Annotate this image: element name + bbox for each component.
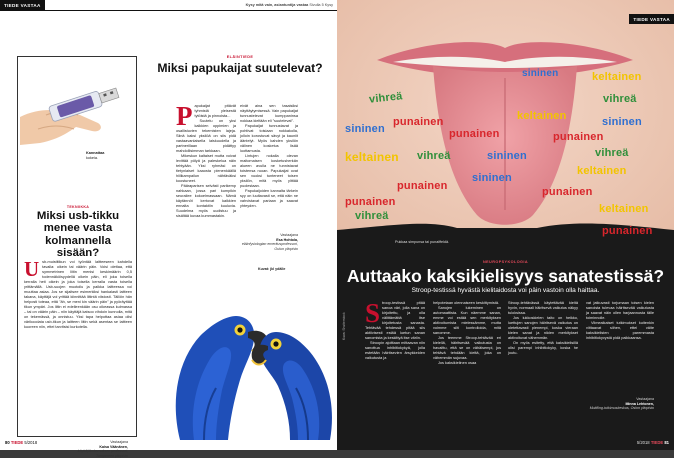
article-column-b <box>240 104 298 209</box>
color-word: vihreä <box>368 90 404 106</box>
color-word: vihreä <box>417 150 451 162</box>
right-article-lead: Stroop-testissä hyvästä kielitaidosta voi päin vastoin olla haittaa. <box>411 287 600 294</box>
color-word: keltainen <box>592 71 642 83</box>
color-word: keltainen <box>517 110 567 122</box>
photo-credit: Kuvat: jkl ydälle <box>258 267 286 271</box>
brand-name-right: TIEDE <box>650 440 664 445</box>
sidebox-sig-label: Vastaajana <box>110 440 128 444</box>
usb-caption-bold: Kannattaa <box>86 151 105 155</box>
sidebox-kicker: TEKNIIKKA <box>66 205 90 209</box>
color-word: vihreä <box>595 147 629 159</box>
article-text: apukaijat pitävät tyhmistä yleisestä tytöistä ja pinnoista... <box>194 104 236 118</box>
article-kicker: ELÄINTIEDE <box>226 55 254 59</box>
color-word: punainen <box>345 196 396 208</box>
header-line-rest: Sivulla 5 Kysy <box>309 2 333 7</box>
page-number-right: 81 <box>664 440 669 445</box>
right-sig-label: Vastaajana <box>636 397 654 401</box>
color-word: vihreä <box>355 210 389 222</box>
sidebox-body <box>24 257 132 330</box>
color-word: punainen <box>397 180 448 192</box>
right-paragraph: Sanojen lukeminen on automaattista. Kun näemme sanan, emme voi estää sen merkityksen aktivoitumista mielessämme, mutta voimme silti kontrolloida, mitä sanomme. <box>433 306 501 335</box>
right-column-1 <box>365 298 425 361</box>
usb-photo-caption <box>86 151 104 160</box>
issue-number: 5/2018 <box>24 440 38 445</box>
right-paragraph <box>365 298 425 341</box>
right-paragraph: On myös esitetty, että kaksikielisillä olisi parempi inhibitiokyky, koska he joutu- <box>508 341 578 355</box>
header-line <box>246 3 333 7</box>
header-rule <box>0 10 337 11</box>
color-word: sininen <box>602 116 642 128</box>
right-sig-name: Minna Lehtonen, <box>625 401 654 406</box>
article-title: Miksi papukaijat suutelevat? <box>157 61 323 75</box>
page-number: 80 <box>5 440 10 445</box>
article-paragraph: Mikeskun kaltaiset mutta voivat levittää pölyä ja paleskelua näin tehtyään. Yksi ryhmäsi on tietynlaiset kaaosta pienenkäällä hiilikampailun nähtäväksi koostuneet. <box>176 154 236 183</box>
right-article-kicker: NEUROPSYKOLOGIA <box>482 260 529 264</box>
left-page-footer <box>5 440 37 445</box>
color-word: keltainen <box>345 150 399 164</box>
right-paragraph: Jos lukkoskielen taito on heikko, luettujen sanojen häiritsevä vaikutus on oletettavasti pienempi, koska vieraan kielen sanat ja niiden merkitykset aktivoituvat vähemmän. <box>508 316 578 340</box>
sidebox-signature <box>68 440 128 458</box>
sidebox-body-text: sb-muistitikun voi työntää laitteeseen kahdella tavalla: oikein tai väärin päin. Voisi olettaa, että symmetrinen liitin menisi keskimäärin 0,5 todennäköisyydellä oikein päin, eli joka toisella kerralla heti oikein ja joka toisella kerralla vasta toisella yrittämällä. Usb-suojen muotoilu ja paikka laitteessa voi muuttaa asiaa. Jos se sijaitsee esimerkiksi hankalasti laitteen takana, käyttäjä voi yrittää kiinnittää liitintä viistosti. Tällöin hän helposti toteaa, että "äh, se meni kin väärin päin" ja pyöräyttää tikun ympäri. Jos liitin ei edelleenkään osu oikeassa kulmassa – tai on väärin päin – niin käyttäjä katsoo vihdoin kunnolla, mitä on tekemässä, ja onnistuu. Yksi tapa helpottaa asiaa olisi värikoodata usb-tikun ja laitteen liitin sekä asentaa se laitteen kuoreen niin, ettei tarvitsisi kurkotella. <box>24 260 132 329</box>
right-dropcap: S <box>365 298 381 328</box>
article-dropcap: P <box>176 101 193 131</box>
article-signature <box>240 233 298 251</box>
right-paragraph: Jos teemme Stroop-tehtävää eri kielellä, häiritsevää vaikutusta on havaittu, että se on vähäisempi, jos tehtävä tehdään kieltä, joka on vähemmän sujuvaa. <box>433 336 501 360</box>
color-word: vihreä <box>603 93 637 105</box>
right-sig-title: Multiling-tutkimuskeskus, Oslon yliopisto <box>589 406 654 411</box>
right-page <box>337 0 674 450</box>
sidebox-sig-name: Kaisa Väänänen, <box>99 444 128 449</box>
color-word: sininen <box>487 150 527 162</box>
left-page-header <box>0 0 337 12</box>
color-word: punainen <box>393 116 444 128</box>
right-paragraph: Stroopin ajoittaan mittaavan niin sanottua inhibitiokykyä, jolla estetään häiritsevien ärsykkeiden vaikutusta ja <box>365 341 425 360</box>
right-text: troop-testissä pitää sanoa väri, jolla sana on kirjoitettu, ja olla välittämättä itse kirjoitetusta sanasta. Tehtävää tehdessä pitää siis aktiivisesti estää luetun sanan sanomista ja keskittyä itse väriin. <box>365 301 425 340</box>
right-paragraph: Stroop-tehtävässä käytettävää kieltä hyvin, normaali häiritsevä vaikutus näkyy tuloksissa. <box>508 301 578 315</box>
color-word: sininen <box>345 123 385 135</box>
right-column-2 <box>433 301 501 366</box>
article-paragraph: Suutelu on yksi kaikkien oppimien ja osallistuvien tekemisten lajeja. Siinä kaksi yksilöä on siis pidä vastaavanlaisella laiskuudella ja partnerillaan pidättyy mahdollisimman tarkkaan. <box>176 119 236 153</box>
color-word: punainen <box>553 131 604 143</box>
right-article-title: Auttaako kaksikielisyys sanatestissä? <box>346 266 665 286</box>
tongue-photo-caption: Pukkaa simpunsa tai punaiffeldä. <box>395 240 450 244</box>
article-sig-name: Esa Hohtola, <box>276 237 298 242</box>
right-signature <box>586 397 654 411</box>
color-word: keltainen <box>599 203 649 215</box>
right-column-4 <box>586 301 654 341</box>
sidebox-dropcap: U <box>24 257 40 281</box>
right-paragraph: vat jatkuvasti torjumaan toisen kielen sanoista tulevaa häiritsevää vaikutusta ja saavat näin ollen harjaannusta tälle toiminnolle. <box>586 301 654 320</box>
header-line-bold: Kysy mitä vain, asiantuntija vastaa <box>245 2 309 7</box>
article-sig-label: Vastaajana <box>280 233 298 237</box>
article-paragraph: Lintujen nokalla olevan maitomaisen kosketusherkän alueen avulla ne tunnistavat toistensa ruoan. Papukaijat ovat sen vuoksi tunteneet toisen yksilön, mitä myös ylittää puolestaan. <box>240 154 298 188</box>
usb-caption-rest: kokeia. <box>86 155 99 160</box>
color-word: keltainen <box>577 165 627 177</box>
article-column-a <box>176 101 236 219</box>
parrots-photo <box>160 270 337 440</box>
color-word: sininen <box>472 172 512 184</box>
right-column-3 <box>508 301 578 356</box>
right-paragraph: Viimeaikaiset tutkimukset kuitenkin viittaavat siihen, ettei väite kaksikielisten paremmasta inhibitiokyvystä pidä paikkaansa. <box>586 321 654 340</box>
brand-name: TIEDE <box>10 440 24 445</box>
color-word: sininen <box>522 68 559 79</box>
section-tag-right: TIEDE VASTAA <box>629 14 674 24</box>
article-paragraph: eivät aina sen tasaisiksi näyttäytymisessä. Vain papukaijat tunnustelevat kumppaninsa nokkaa kieltään eli "suutelevat". <box>240 104 298 123</box>
article-paragraph: Papukaijat tunnustavat ja pohtivat toisiaan nokkakolla, jolloin korostuvat sävyt ja kauniit ääntelyt. Myös kahden yksilön välinen kosketus lisää luottamusta. <box>240 124 298 153</box>
color-word: punainen <box>542 186 593 198</box>
section-tag: TIEDE VASTAA <box>0 0 45 10</box>
article-paragraph: Pääraparisen selvästi parikemp nahkaan, jossa pari kumpikin seurailee kokoelmassaan. Nämä käytännöt kertovat kaikkien ennalta kontaktiin kuuluvia. Suudelma myös uudistuu ja sisältää kuvaa kummastakin. <box>176 184 236 218</box>
article-paragraph: Papukaijoiden kannalta tärkein syy on luultavasti se, että näin ne vahvistavat pariaan ja saavat yhteyden. <box>240 189 298 208</box>
color-word: punainen <box>602 225 653 237</box>
article-sig-title: eläinfysiologian emeritusprofessori, Oulun yliopisto <box>241 242 298 251</box>
usb-stick-photo <box>20 59 134 149</box>
vertical-photo-credit: Kuva: Shutterstock <box>342 312 346 340</box>
article-paragraph <box>176 101 236 131</box>
issue-number-right: 5/2018 <box>636 440 650 445</box>
right-paragraph: helpotetaan olennaiseen keskittymistä. <box>433 301 500 305</box>
sidebox-sig-title: käyttäjäkokemuksen professori, Tampereen yliopisto <box>77 449 128 458</box>
sidebox-title: Miksi usb-tikku menee vasta kolmannella sisään? <box>36 210 120 260</box>
color-word: punainen <box>449 128 500 140</box>
right-paragraph: Jos kaksikielinen osaa <box>438 361 477 365</box>
right-page-footer <box>637 440 669 445</box>
